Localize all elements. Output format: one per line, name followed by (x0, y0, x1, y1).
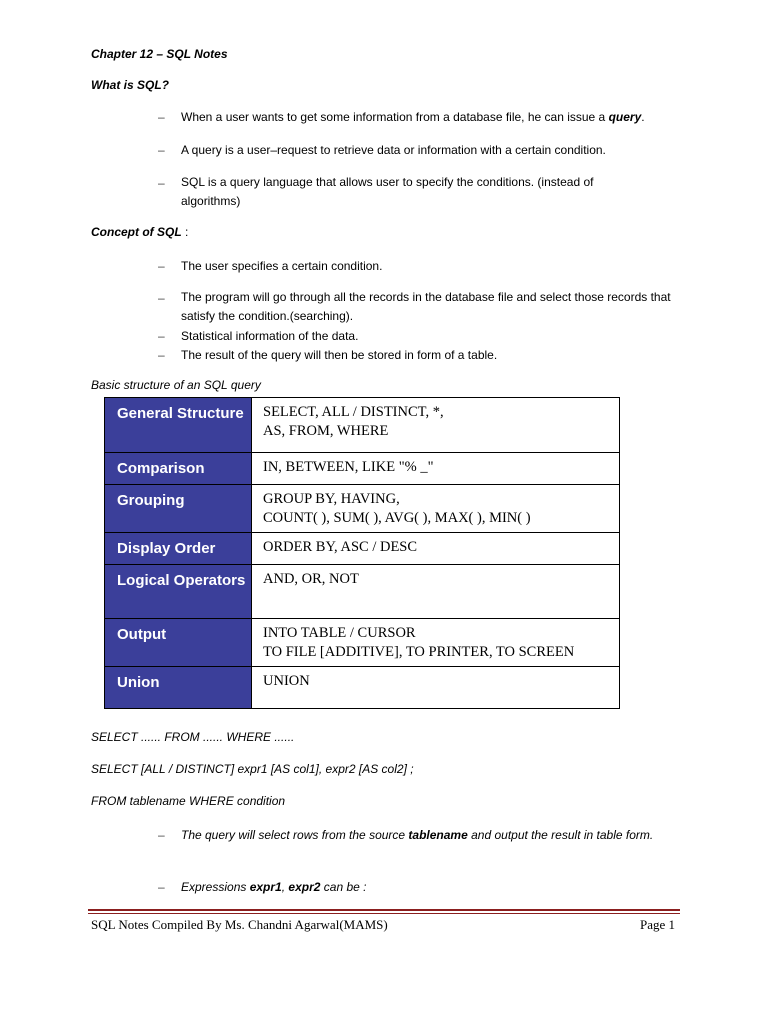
table-caption: Basic structure of an SQL query (91, 378, 261, 392)
bullet-marker: – (158, 329, 165, 343)
row-value: GROUP BY, HAVING, COUNT( ), SUM( ), AVG( ), MAX( ), MIN( ) (252, 485, 620, 533)
table-row (105, 453, 620, 485)
bullet-marker: – (158, 828, 165, 842)
footer-rule (88, 909, 680, 911)
bullet-marker: – (158, 880, 165, 894)
row-label: Grouping (105, 485, 252, 533)
table-row (105, 533, 620, 565)
footer-author: SQL Notes Compiled By Ms. Chandni Agarwal(MAMS) (91, 917, 388, 932)
table-row (105, 667, 620, 709)
section-heading-concept (91, 225, 188, 239)
text-run: , (281, 880, 289, 894)
text-run: The query will select rows from the source (181, 828, 409, 842)
bullet-marker: – (158, 291, 165, 305)
row-value: ORDER BY, ASC / DESC (252, 533, 620, 565)
row-label: Logical Operators (105, 565, 252, 619)
syntax-line-3: FROM tablename WHERE condition (91, 794, 286, 808)
bullet-marker: – (158, 176, 165, 190)
bold-term-query: query (608, 110, 642, 124)
what-bullet-1 (181, 108, 701, 127)
chapter-title: Chapter 12 – SQL Notes (91, 47, 228, 61)
syntax-line-1: SELECT ...... FROM ...... WHERE ...... (91, 730, 295, 744)
concept-bullet-1: The user specifies a certain condition. (181, 259, 383, 273)
bold-term-expr1: expr1 (249, 880, 282, 894)
row-value: UNION (252, 667, 620, 709)
text-run: Expressions (181, 880, 250, 894)
text-run: . (641, 110, 645, 124)
concept-bullet-4: The result of the query will then be stored in form of a table. (181, 348, 498, 362)
row-value: INTO TABLE / CURSOR TO FILE [ADDITIVE], TO PRINTER, TO SCREEN (252, 619, 620, 667)
concept-bullet-3: Statistical information of the data. (181, 329, 359, 343)
footer-rule-thin (88, 913, 680, 914)
what-bullet-2: A query is a user–request to retrieve data or information with a certain condition. (181, 143, 606, 157)
syntax-bullet-1 (181, 826, 661, 845)
text-run: and output the result in table form. (467, 828, 654, 842)
row-value: AND, OR, NOT (252, 565, 620, 619)
bullet-marker: – (158, 348, 165, 362)
syntax-bullet-2 (181, 878, 701, 897)
row-label: Display Order (105, 533, 252, 565)
concept-colon: : (181, 225, 189, 239)
text-run: can be : (320, 880, 367, 894)
row-label: General Structure (105, 398, 252, 453)
table-row (105, 565, 620, 619)
sql-structure-table (104, 397, 620, 709)
row-label: Union (105, 667, 252, 709)
table-row (105, 485, 620, 533)
row-label: Output (105, 619, 252, 667)
row-value: SELECT, ALL / DISTINCT, *, AS, FROM, WHERE (252, 398, 620, 453)
concept-bullet-2: The program will go through all the records in the database file and select those records that satisfy the condition.(searching). (181, 290, 671, 323)
section-heading-what-is-sql: What is SQL? (91, 78, 169, 92)
bullet-marker: – (158, 110, 165, 124)
bullet-marker: – (158, 259, 165, 273)
bold-term-tablename: tablename (408, 828, 468, 842)
text-run: When a user wants to get some information from a database file, he can issue a (181, 110, 609, 124)
bullet-marker: – (158, 143, 165, 157)
syntax-line-2: SELECT [ALL / DISTINCT] expr1 [AS col1], expr2 [AS col2] ; (91, 762, 414, 776)
table-row (105, 619, 620, 667)
page-number: Page 1 (640, 917, 676, 932)
table-row (105, 398, 620, 453)
row-label: Comparison (105, 453, 252, 485)
what-bullet-3: SQL is a query language that allows user to specify the conditions. (instead of algorithms) (181, 175, 594, 208)
bold-term-expr2: expr2 (288, 880, 321, 894)
row-value: IN, BETWEEN, LIKE "% _" (252, 453, 620, 485)
concept-title: Concept of SQL (91, 225, 182, 239)
